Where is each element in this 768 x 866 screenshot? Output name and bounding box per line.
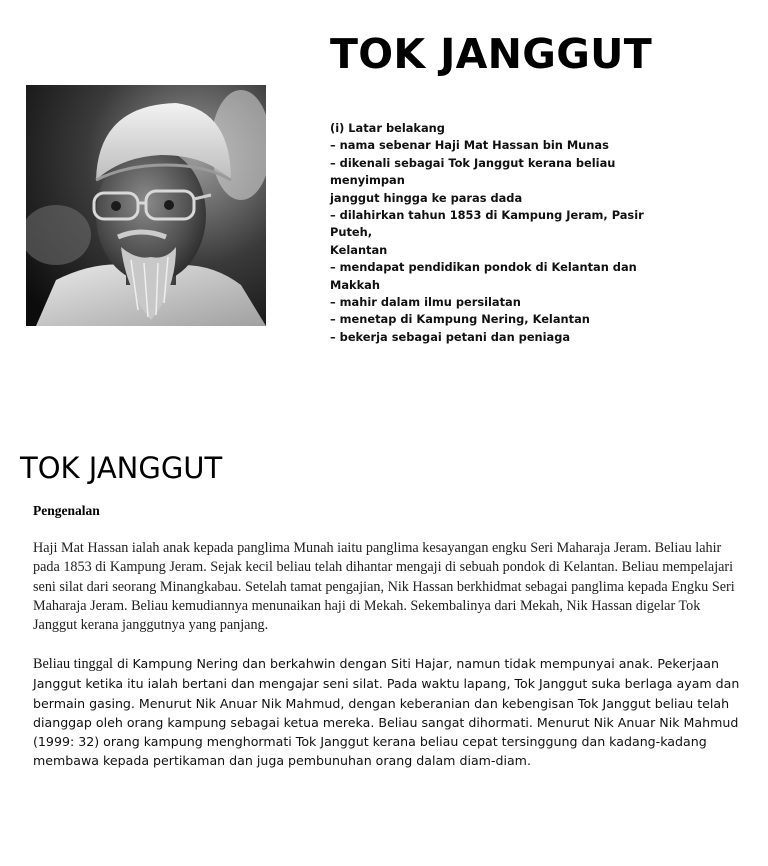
article-title: TOK JANGGUT bbox=[20, 451, 223, 485]
introduction-paragraph: Haji Mat Hassan ialah anak kepada panglima Munah iaitu panglima kesayangan engku Seri Maharaja Jeram. Beliau lahir pada 1853 di Kampung Jeram. Sejak kecil beliau telah dihantar mengaji di sebuah pondok di Kelantan. Beliau mempelajari seni silat dari seorang Minangkabau. Setelah tamat pengajian, Nik Hassan berkhidmat sebagai panglima kepada Engku Seri Maharaja Jeram. Beliau kemudiannya menunaikan haji di Mekah. Sekembalinya dari Mekah, Nik Hassan digelar Tok Janggut kerana janggutnya yang panjang. bbox=[33, 540, 735, 634]
bio-line: – dilahirkan tahun 1853 di Kampung Jeram, Pasir Puteh, bbox=[330, 208, 644, 240]
bio-line: – mendapat pendidikan pondok di Kelantan dan Makkah bbox=[330, 260, 637, 292]
bio-line: – mahir dalam ilmu persilatan bbox=[330, 295, 521, 310]
slide-title: TOK JANGGUT bbox=[330, 30, 653, 78]
portrait-photo bbox=[26, 85, 266, 326]
bio-line: janggut hingga ke paras dada bbox=[330, 190, 523, 205]
life-paragraph bbox=[33, 654, 748, 771]
paragraph-body-text: di Kampung Nering dan berkahwin dengan Siti Hajar, namun tidak mempunyai anak. Pekerjaan Janggut ketika itu ialah bertani dan mengajar seni silat. Pada waktu lapang, Tok Janggut suka berlaga ayam dan bermain gasing. Menurut Nik Anuar Nik Mahmud, dengan keberanian dan kebengisan Tok Janggut beliau telah dianggap oleh orang kampung sebagai ketua mereka. Beliau sangat dihormati. Menurut Nik Anuar Nik Mahmud (1999: 32) orang kampung menghormati Tok Janggut kerana beliau cepat tersinggung dan kadang-kadang membawa kepada pertikaman dan juga pembunuhan orang dalam diam-diam. bbox=[33, 656, 740, 769]
bio-line: – menetap di Kampung Nering, Kelantan bbox=[330, 312, 590, 327]
bio-line: – nama sebenar Haji Mat Hassan bin Munas bbox=[330, 138, 609, 153]
bio-line: (i) Latar belakang bbox=[330, 121, 445, 135]
paragraph-lead-text: Beliau tinggal bbox=[33, 656, 113, 672]
bio-line: – dikenali sebagai Tok Janggut kerana beliau menyimpan bbox=[330, 155, 616, 188]
portrait-illustration bbox=[26, 85, 266, 326]
introduction-heading: Pengenalan bbox=[33, 503, 100, 518]
bio-line: Kelantan bbox=[330, 242, 388, 257]
bio-line: – bekerja sebagai petani dan peniaga bbox=[330, 329, 571, 344]
background-bullet-list bbox=[330, 120, 670, 346]
